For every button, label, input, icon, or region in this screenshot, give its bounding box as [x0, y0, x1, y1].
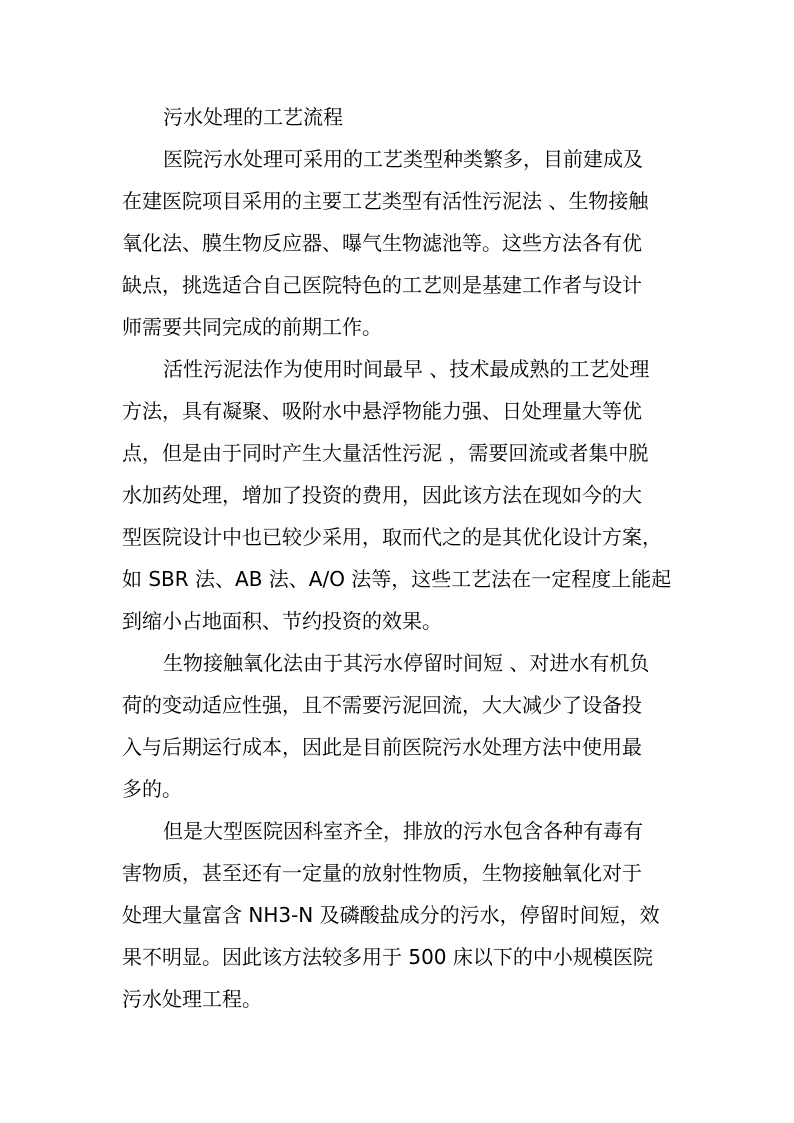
paragraph-2-line-1: 活性污泥法作为使用时间最早 、技术最成熟的工艺处理 — [163, 357, 650, 381]
paragraph-3-line-3: 入与后期运行成本，因此是目前医院污水处理方法中使用最 — [122, 735, 642, 759]
paragraph-2-line-4: 水加药处理，增加了投资的费用，因此该方法在现如今的大 — [122, 483, 642, 507]
paragraph-3-line-2: 荷的变动适应性强，且不需要污泥回流，大大减少了设备投 — [122, 693, 642, 717]
paragraph-1-line-1: 医院污水处理可采用的工艺类型种类繁多，目前建成及 — [163, 147, 643, 171]
paragraph-1-line-4: 缺点，挑选适合自己医院特色的工艺则是基建工作者与设计 — [122, 273, 642, 297]
paragraph-1-line-3: 氧化法、膜生物反应器、曝气生物滤池等。这些方法各有优 — [122, 231, 642, 255]
paragraph-4-line-4: 果不明显。因此该方法较多用于 500 床以下的中小规模医院 — [122, 945, 653, 969]
paragraph-3-line-1: 生物接触氧化法由于其污水停留时间短 、对进水有机负 — [163, 651, 650, 675]
paragraph-1-line-5: 师需要共同完成的前期工作。 — [122, 315, 382, 339]
document-heading: 污水处理的工艺流程 — [163, 105, 343, 129]
paragraph-2-line-7: 到缩小占地面积、节约投资的效果。 — [122, 609, 442, 633]
paragraph-1-line-2: 在建医院项目采用的主要工艺类型有活性污泥法 、生物接触 — [122, 189, 649, 213]
paragraph-2-line-5: 型医院设计中也已较少采用，取而代之的是其优化设计方案， — [122, 525, 662, 549]
paragraph-4-line-2: 害物质，甚至还有一定量的放射性物质，生物接触氧化对于 — [122, 861, 642, 885]
paragraph-4-line-5: 污水处理工程。 — [122, 987, 262, 1011]
paragraph-2-line-3: 点，但是由于同时产生大量活性污泥 ，需要回流或者集中脱 — [122, 441, 649, 465]
paragraph-2-line-2: 方法，具有凝聚、吸附水中悬浮物能力强、日处理量大等优 — [122, 399, 642, 423]
paragraph-3-line-4: 多的。 — [122, 777, 182, 801]
paragraph-4-line-3: 处理大量富含 NH3-N 及磷酸盐成分的污水，停留时间短，效 — [122, 903, 660, 927]
paragraph-2-line-6: 如 SBR 法、AB 法、A/O 法等，这些工艺法在一定程度上能起 — [122, 567, 672, 591]
paragraph-4-line-1: 但是大型医院因科室齐全，排放的污水包含各种有毒有 — [163, 819, 643, 843]
